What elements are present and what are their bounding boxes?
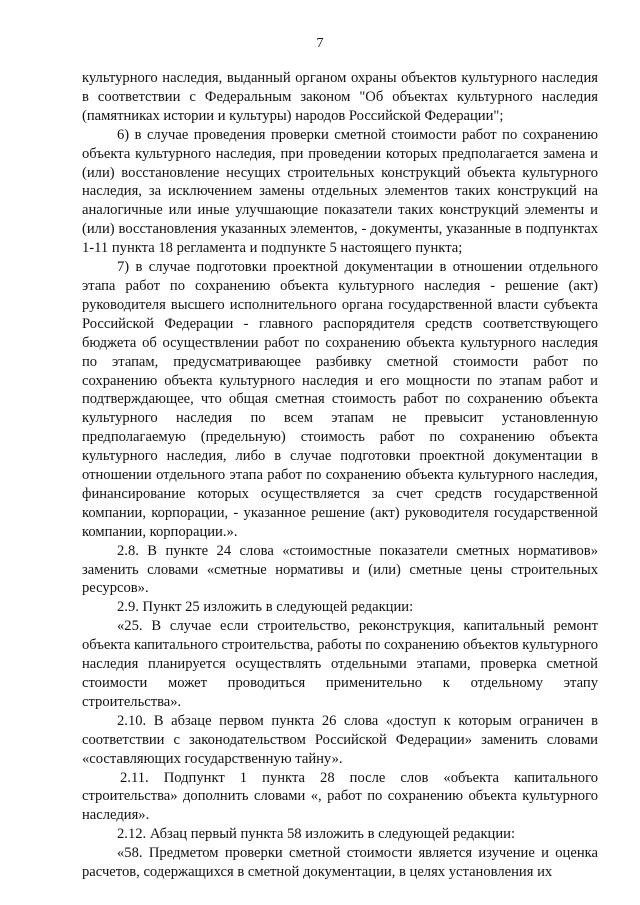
paragraph-clause-58: «58. Предметом проверки сметной стоимости является изучение и оценка расчетов, содержащихся в сметной документации, в целях установления их [82, 845, 598, 881]
paragraph-2-11: 2.11. Подпункт 1 пункта 28 после слов «объекта капитального строительства» дополнить словами «, работ по сохранению объекта культурного наследия». [82, 769, 598, 824]
paragraph-2-12: 2.12. Абзац первый пункта 58 изложить в следующей редакции: [117, 826, 516, 843]
document-body [82, 69, 598, 882]
paragraph-2-9: 2.9. Пункт 25 изложить в следующей редакции: [117, 599, 414, 616]
paragraph-clause-25: «25. В случае если строительство, реконструкция, капитальный ремонт объекта капитального строительства, работы по сохранению объектов культурного наследия планируется осуществлять отдельными этапами, проверка сметной стоимости может проводиться применительно к отдельному этапу строительства». [82, 618, 598, 710]
paragraph-item-7: 7) в случае подготовки проектной документации в отношении отдельного этапа работ по сохранению объекта культурного наследия - решение (акт) руководителя высшего исполнительного органа государственной власти субъекта Российской Федерации - главного распорядителя средств соответствующего бюджета об осуществлении работ по сохранению объекта культурного наследия по этапам, предусматривающее разбивку сметной стоимости работ по сохранению объекта культурного наследия и его мощности по этапам работ и подтверждающее, что общая сметная стоимость работ по сохранению объекта культурного наследия по всем этапам не превысит установленную предполагаемую (предельную) стоимость работ по сохранению объекта культурного наследия, либо в случае подготовки проектной документации в отношении отдельного этапа работ по сохранению объекта культурного наследия, финансирование которых осуществляется за счет средств государственной компании, корпорации, - указанное решение (акт) руководителя государственной компании, корпорации.». [82, 259, 598, 540]
paragraph-2-8: 2.8. В пункте 24 слова «стоимостные показатели сметных нормативов» заменить словами «сметные нормативы и (или) сметные цены строительных ресурсов». [82, 542, 598, 597]
paragraph-2-10: 2.10. В абзаце первом пункта 26 слова «доступ к которым ограничен в соответствии с законодательством Российской Федерации» заменить словами «составляющих государственную тайну». [82, 712, 598, 767]
paragraph-item-6: 6) в случае проведения проверки сметной стоимости работ по сохранению объекта культурного наследия, при проведении которых предполагается замена и (или) восстановление несущих строительных конструкций объекта культурного наследия, за исключением замены отдельных элементов таких конструкций на аналогичные или иные улучшающие показатели таких конструкций элементы и (или) восстановления указанных элементов, - документы, указанные в подпунктах 1-11 пункта 18 регламента и подпункте 5 настоящего пункта; [82, 126, 598, 257]
paragraph-continuation: культурного наследия, выданный органом охраны объектов культурного наследия в соответствии с Федеральным законом "Об объектах культурного наследия (памятниках истории и культуры) народов Российской Федерации"; [82, 70, 598, 124]
page-number: 7 [316, 36, 324, 51]
